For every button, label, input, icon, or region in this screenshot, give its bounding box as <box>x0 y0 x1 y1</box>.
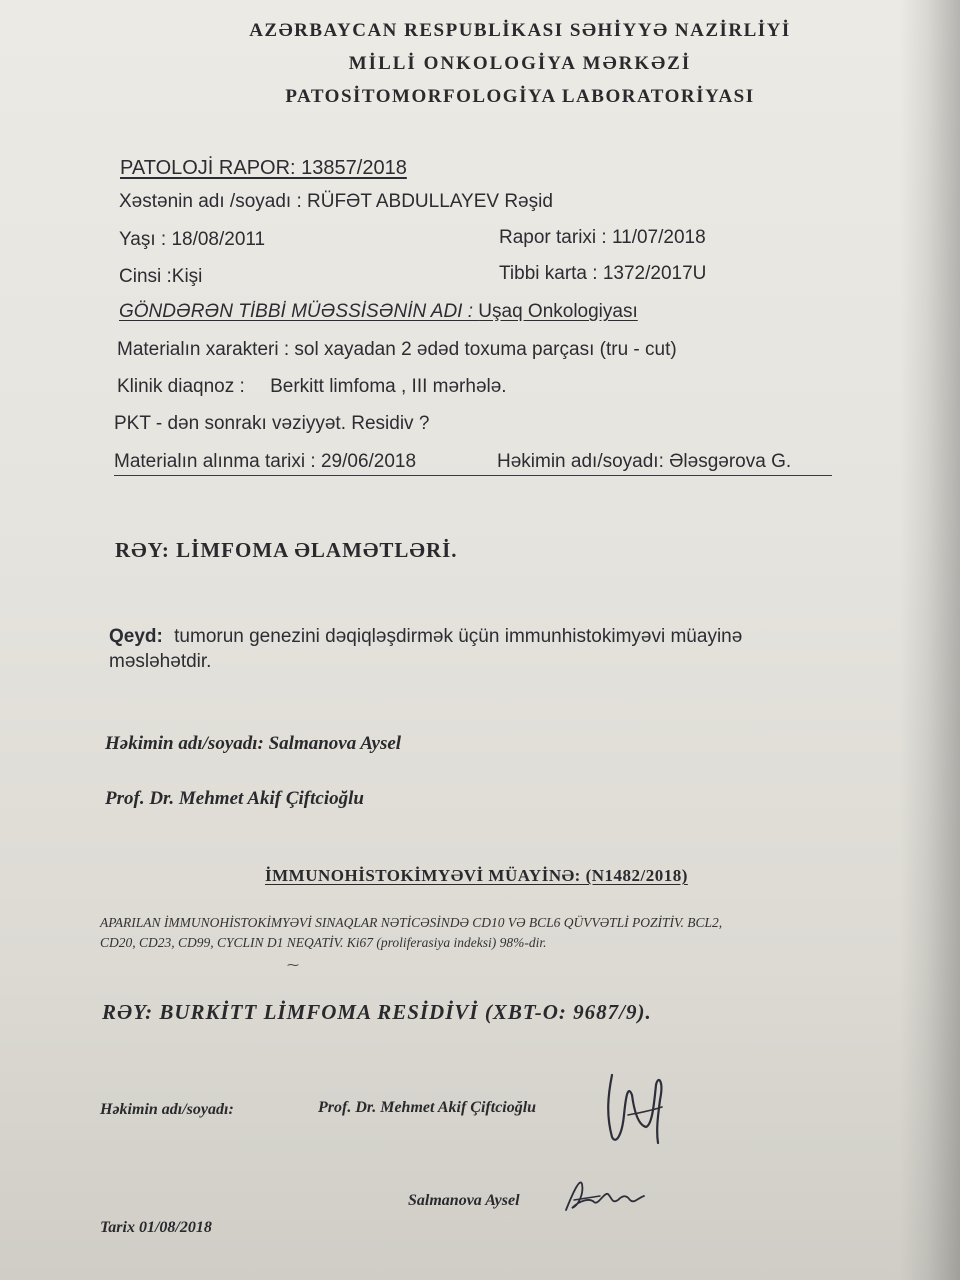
doctor-signature-line: Həkimin adı/soyadı: Salmanova Aysel <box>105 733 402 754</box>
center-title: MİLLİ ONKOLOGİYA MƏRKƏZİ <box>348 53 692 74</box>
report-final-date: Tarix 01/08/2018 <box>100 1219 212 1236</box>
signature-second-doctor: Salmanova Aysel <box>408 1192 520 1209</box>
signature-professor: Prof. Dr. Mehmet Akif Çiftcioğlu <box>318 1099 537 1116</box>
opinion-heading: RƏY: LİMFOMA ƏLAMƏTLƏRİ. <box>115 538 458 562</box>
patient-sex: Cinsi :Kişi <box>119 266 203 287</box>
clinical-value: Berkitt limfoma , III mərhələ. <box>270 376 507 397</box>
patient-birthdate: Yaşı : 18/08/2011 <box>119 229 266 250</box>
note-line-2: məsləhətdir. <box>109 651 212 672</box>
material-date-row <box>114 451 832 476</box>
second-signature-icon <box>560 1170 650 1220</box>
patient-name: Xəstənin adı /soyadı : RÜFƏT ABDULLAYEV Rəşid <box>119 191 553 212</box>
page-edge-shadow <box>900 0 960 1280</box>
pkt-status: PKT - dən sonrakı vəziyyət. Residiv ? <box>114 413 430 434</box>
clinical-diagnosis <box>117 376 507 398</box>
report-date: Rapor tarixi : 11/07/2018 <box>499 227 706 248</box>
note-text: tumorun genezini dəqiqləşdirmək üçün immunhistokimyəvi müayinə <box>174 626 743 647</box>
sender-value: Uşaq Onkologiyası <box>478 301 638 322</box>
report-number: PATOLOJİ RAPOR: 13857/2018 <box>120 157 407 179</box>
ihc-result-line-2: CD20, CD23, CD99, CYCLIN D1 NEQATİV. Ki67 (proliferasiya indeksi) 98%-dir. <box>100 935 547 950</box>
material-date: Materialın alınma tarixi : 29/06/2018 <box>114 451 417 472</box>
lab-title: PATOSİTOMORFOLOGİYA LABORATORİYASI <box>285 86 755 107</box>
note-label: Qeyd: <box>109 626 163 647</box>
stray-mark-icon: ⁓ <box>287 958 299 972</box>
sender-institution <box>119 301 638 323</box>
professor-signature-icon <box>598 1055 678 1150</box>
sender-label: GÖNDƏRƏN TİBBİ MÜƏSSİSƏNİN ADI : <box>119 301 473 322</box>
note-line-1 <box>109 626 742 648</box>
professor-name: Prof. Dr. Mehmet Akif Çiftcioğlu <box>105 788 364 809</box>
ihc-result-line-1: APARILAN İMMUNOHİSTOKİMYƏVİ SINAQLAR NƏTİCƏSİNDƏ CD10 VƏ BCL6 QÜVVƏTLİ POZİTİV. BCL2, <box>100 915 723 930</box>
signature-label: Həkimin adı/soyadı: <box>100 1101 234 1118</box>
final-opinion: RƏY: BURKİTT LİMFOMA RESİDİVİ (XBT-O: 9687/9). <box>102 1000 652 1024</box>
referring-doctor: Həkimin adı/soyadı: Ələsgərova G. <box>497 451 792 472</box>
ihc-title: İMMUNOHİSTOKİMYƏVİ MÜAYİNƏ: (N1482/2018) <box>265 866 688 885</box>
material-description: Materialın xarakteri : sol xayadan 2 ədəd toxuma parçası (tru - cut) <box>117 339 677 360</box>
clinical-label: Klinik diaqnoz : <box>117 376 245 397</box>
ministry-title: AZƏRBAYCAN RESPUBLİKASI SƏHİYYƏ NAZİRLİYİ <box>249 20 791 41</box>
medical-card-number: Tibbi karta : 1372/2017U <box>499 263 707 284</box>
